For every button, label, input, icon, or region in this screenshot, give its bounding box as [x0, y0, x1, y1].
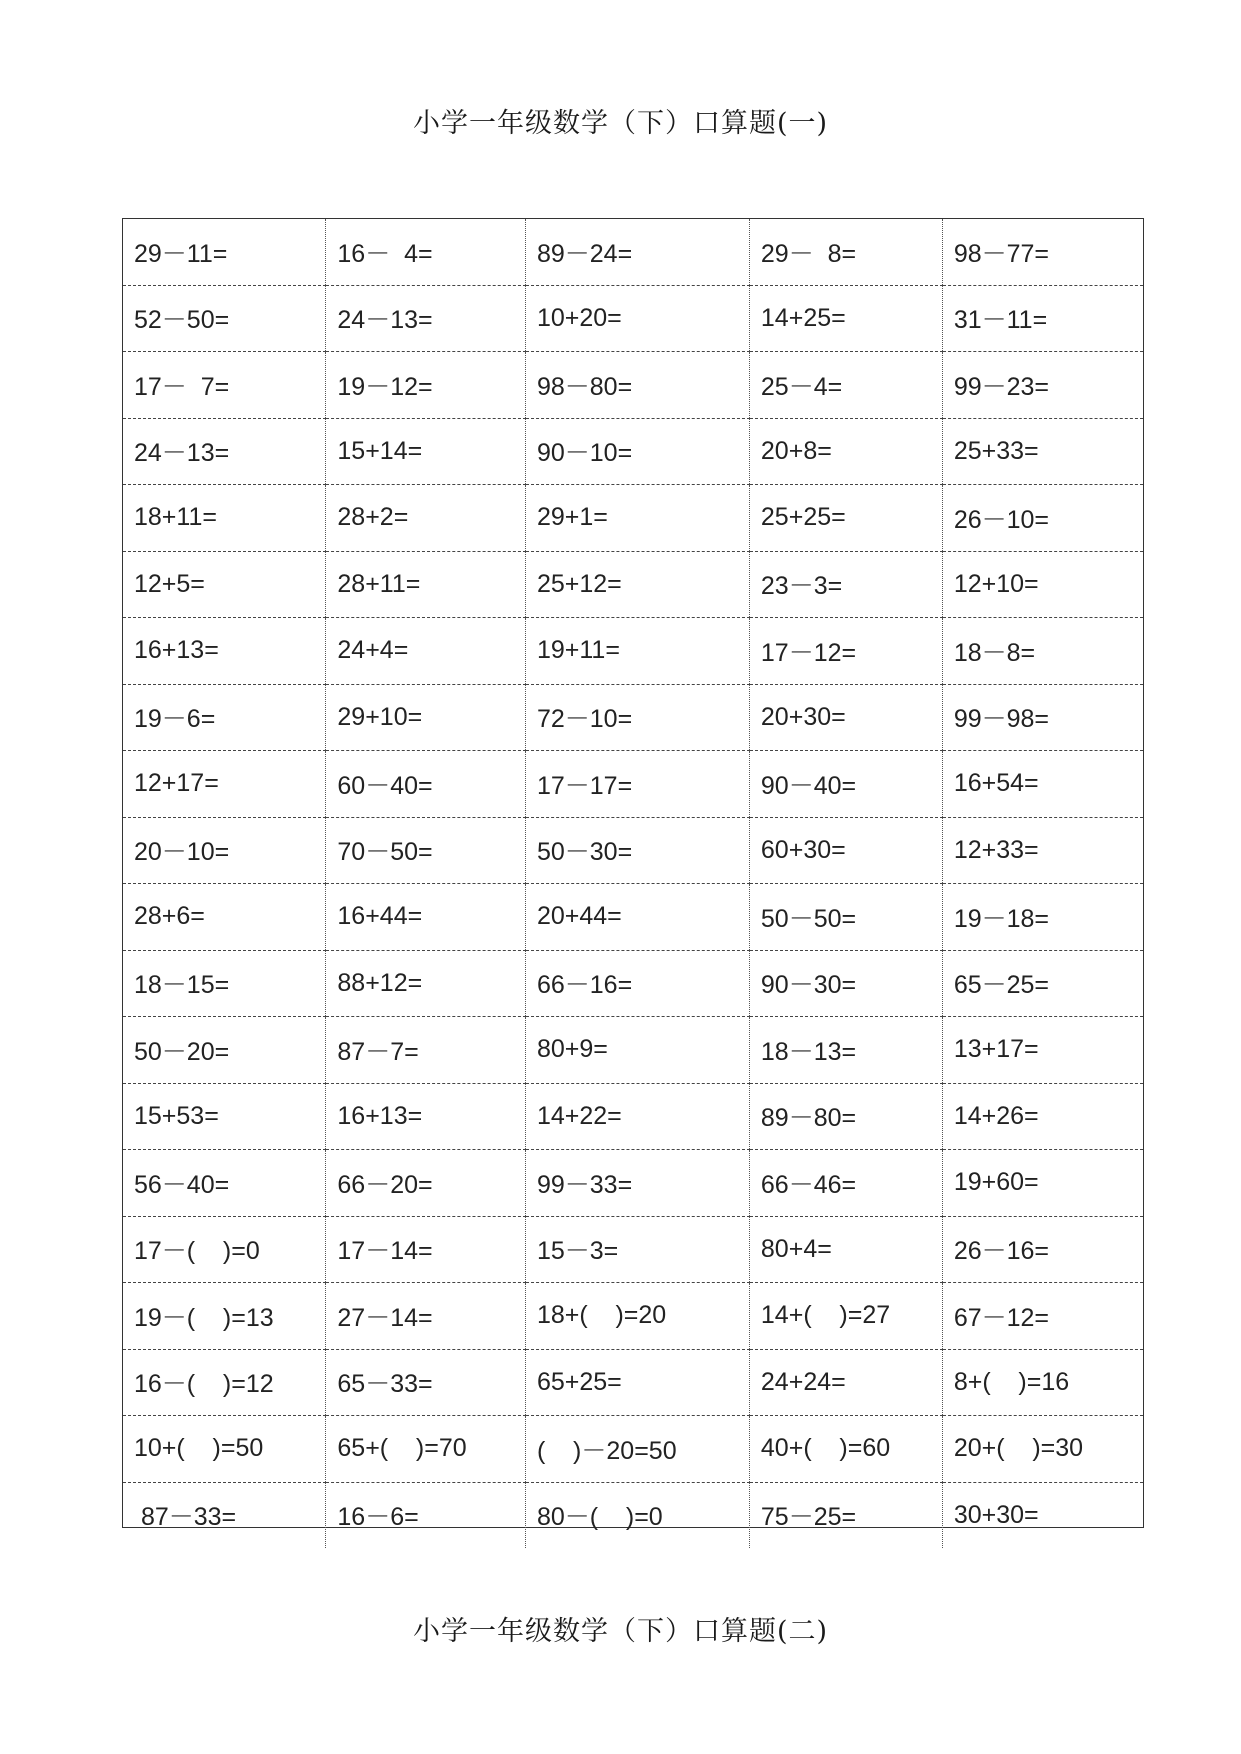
problem-cell: 25－4=	[749, 352, 942, 419]
problem-cell: 29+10=	[326, 684, 526, 751]
problem-cell: 19－6=	[123, 684, 326, 751]
problem-cell: 27－14=	[326, 1283, 526, 1350]
problem-cell: 10+20=	[525, 285, 749, 352]
problem-row	[123, 485, 1143, 552]
problem-cell: 65－25=	[942, 950, 1143, 1017]
problem-cell: 29－11=	[123, 219, 326, 285]
problem-cell: 17－14=	[326, 1216, 526, 1283]
problem-cell: 89－24=	[525, 219, 749, 285]
problem-row	[123, 1283, 1143, 1350]
problem-cell: 30+30=	[953, 1500, 1039, 1529]
problem-row	[123, 1150, 1143, 1217]
problem-cell: 20+8=	[749, 418, 942, 485]
problem-cell: 15+53=	[123, 1083, 326, 1150]
problem-cell: 23－3=	[749, 551, 942, 618]
problem-cell: 31－11=	[942, 285, 1143, 352]
problem-row	[123, 1416, 1143, 1483]
problem-row	[123, 285, 1143, 352]
problem-cell: 20+44=	[525, 884, 749, 951]
problem-cell: 20+( )=30	[942, 1416, 1143, 1483]
problem-cell: 16－ 4=	[326, 219, 526, 285]
problem-cell: 19－18=	[942, 884, 1143, 951]
problem-cell: 19+60=	[942, 1150, 1143, 1217]
problem-cell: 56－40=	[123, 1150, 326, 1217]
problem-cell: 90－10=	[525, 418, 749, 485]
problem-cell: 17－12=	[749, 618, 942, 685]
problem-row	[123, 1017, 1143, 1084]
problem-row	[123, 1349, 1143, 1416]
arithmetic-worksheet	[122, 218, 1144, 1532]
problem-cell: 65+( )=70	[326, 1416, 526, 1483]
problem-row	[123, 751, 1143, 818]
problem-cell: 28+6=	[123, 884, 326, 951]
problem-cell: 14+25=	[749, 285, 942, 352]
problem-cell: 90－30=	[749, 950, 942, 1017]
problem-cell: 24－13=	[123, 418, 326, 485]
problem-cell: 99－98=	[942, 684, 1143, 751]
problem-cell: 12+5=	[123, 551, 326, 618]
problem-cell: 26－10=	[942, 485, 1143, 552]
problem-cell: 10+( )=50	[123, 1416, 326, 1483]
problem-cell: 60+30=	[749, 817, 942, 884]
problem-cell: 65+25=	[525, 1349, 749, 1416]
problem-row	[123, 1482, 1143, 1548]
problem-cell: 52－50=	[123, 285, 326, 352]
problem-cell: 60－40=	[326, 751, 526, 818]
problem-cell: 66－20=	[326, 1150, 526, 1217]
problem-cell: 25+33=	[942, 418, 1143, 485]
problem-cell: 90－40=	[749, 751, 942, 818]
problem-row	[123, 1083, 1143, 1150]
problem-cell: 67－12=	[942, 1283, 1143, 1350]
problem-cell: 80－( )=0	[525, 1482, 749, 1548]
problem-cell: 89－80=	[749, 1083, 942, 1150]
problem-cell: 18+11=	[123, 485, 326, 552]
problem-row	[123, 684, 1143, 751]
problem-cell: 16+54=	[942, 751, 1143, 818]
problem-cell: 29+1=	[525, 485, 749, 552]
problem-row	[123, 1216, 1143, 1283]
problem-cell: 12+10=	[942, 551, 1143, 618]
problem-cell: 16+13=	[123, 618, 326, 685]
problem-cell: 70－50=	[326, 817, 526, 884]
problem-row	[123, 418, 1143, 485]
problem-cell: 17－ 7=	[123, 352, 326, 419]
problem-cell: 87－7=	[326, 1017, 526, 1084]
problem-row	[123, 618, 1143, 685]
problem-cell: 66－16=	[525, 950, 749, 1017]
problem-cell: 18+( )=20	[525, 1283, 749, 1350]
problem-cell: 19+11=	[525, 618, 749, 685]
problem-cell: 50－50=	[749, 884, 942, 951]
problem-cell: 20+30=	[749, 684, 942, 751]
problem-cell: 15－3=	[525, 1216, 749, 1283]
problem-cell: 20－10=	[123, 817, 326, 884]
page-title: 小学一年级数学（下）口算题(一)	[412, 108, 829, 139]
problem-cell: 25+25=	[749, 485, 942, 552]
problem-cell: 98－77=	[942, 219, 1143, 285]
problem-row	[123, 352, 1143, 419]
problem-cell: ( )－20=50	[525, 1416, 749, 1483]
problem-cell: 80+9=	[525, 1017, 749, 1084]
problem-row	[123, 817, 1143, 884]
problem-cell: 16+44=	[326, 884, 526, 951]
problem-cell: 80+4=	[749, 1216, 942, 1283]
problem-row	[123, 551, 1143, 618]
problem-cell: 98－80=	[525, 352, 749, 419]
problem-cell: 12+17=	[123, 751, 326, 818]
problem-cell: 75－25=	[749, 1482, 942, 1548]
problem-cell: 88+12=	[326, 950, 526, 1017]
problem-cell: 19－( )=13	[123, 1283, 326, 1350]
problem-row	[123, 219, 1143, 285]
problem-cell: 16+13=	[326, 1083, 526, 1150]
problem-cell: 18－8=	[942, 618, 1143, 685]
problem-cell: 14+22=	[525, 1083, 749, 1150]
problem-cell: 24+4=	[326, 618, 526, 685]
problem-cell: 50－30=	[525, 817, 749, 884]
problem-cell: 24－13=	[326, 285, 526, 352]
problem-cell: 13+17=	[942, 1017, 1143, 1084]
next-page-title: 小学一年级数学（下）口算题(二)	[412, 1616, 829, 1647]
problem-cell: 66－46=	[749, 1150, 942, 1217]
problem-cell: 40+( )=60	[749, 1416, 942, 1483]
problem-cell: 25+12=	[525, 551, 749, 618]
problem-cell: 87－33=	[123, 1482, 326, 1548]
problem-cell: 29－ 8=	[749, 219, 942, 285]
problem-cell: 65－33=	[326, 1349, 526, 1416]
problem-cell: 72－10=	[525, 684, 749, 751]
problem-cell: 19－12=	[326, 352, 526, 419]
problem-cell: 24+24=	[749, 1349, 942, 1416]
problem-cell: 28+2=	[326, 485, 526, 552]
problem-cell: 18－15=	[123, 950, 326, 1017]
problem-cell: 18－13=	[749, 1017, 942, 1084]
problem-grid	[123, 219, 1143, 1548]
problem-cell: 14+( )=27	[749, 1283, 942, 1350]
problem-cell: 50－20=	[123, 1017, 326, 1084]
problem-cell: 17－17=	[525, 751, 749, 818]
problem-cell: 12+33=	[942, 817, 1143, 884]
problem-cell: 99－33=	[525, 1150, 749, 1217]
problem-row	[123, 950, 1143, 1017]
problem-cell: 99－23=	[942, 352, 1143, 419]
problem-cell: 16－( )=12	[123, 1349, 326, 1416]
problem-cell: 16－6=	[326, 1482, 526, 1548]
problem-cell: 15+14=	[326, 418, 526, 485]
problem-cell: 8+( )=16	[942, 1349, 1143, 1416]
problem-cell: 14+26=	[942, 1083, 1143, 1150]
problem-cell: 17－( )=0	[123, 1216, 326, 1283]
problem-row	[123, 884, 1143, 951]
problem-cell: 28+11=	[326, 551, 526, 618]
problem-cell: 26－16=	[942, 1216, 1143, 1283]
